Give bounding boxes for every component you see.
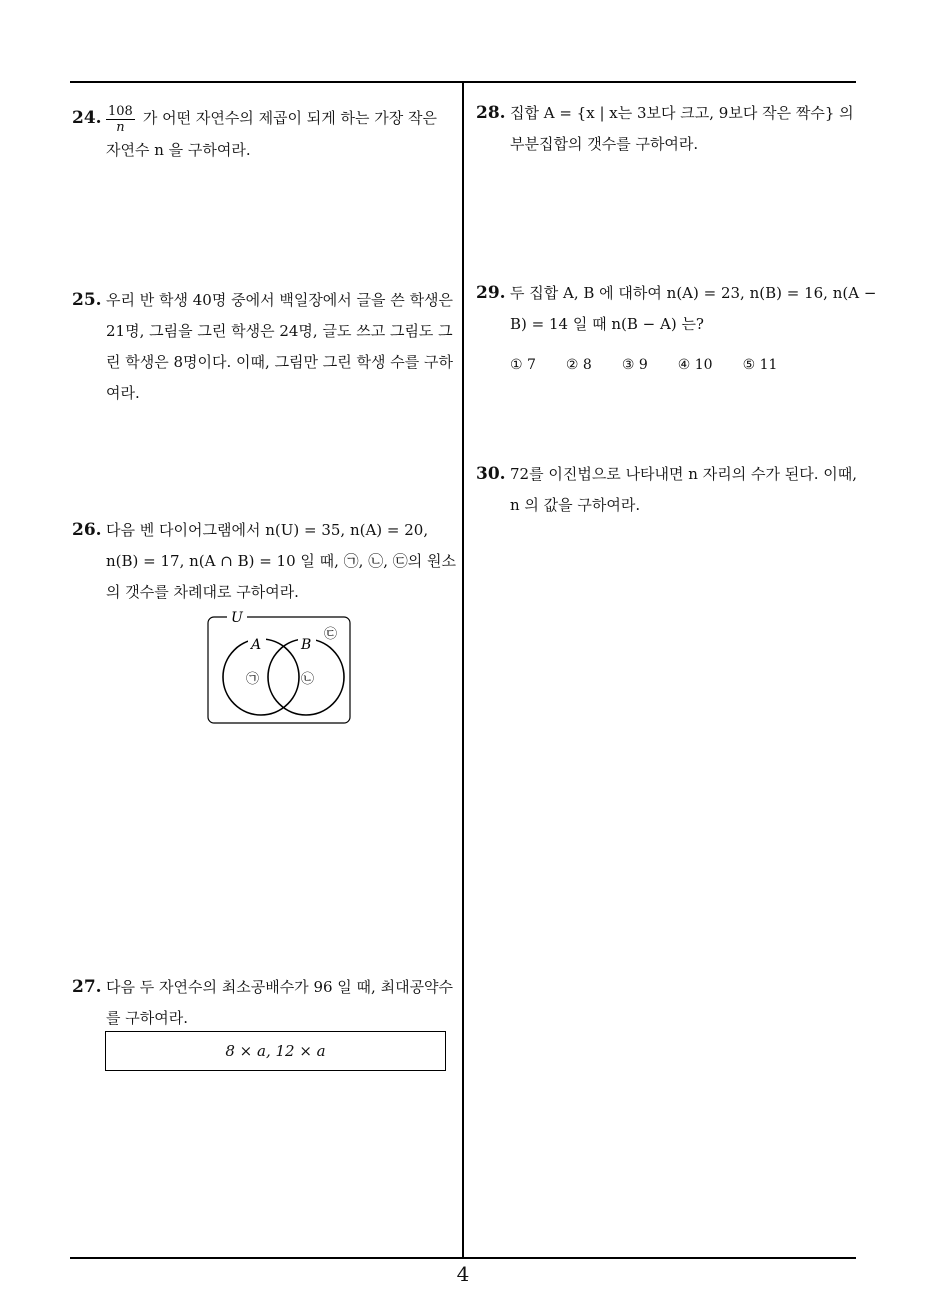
question-number: 27.: [72, 977, 102, 997]
region-b-marker: ㉡: [301, 672, 315, 687]
choice-5[interactable]: ⑤ 11: [742, 357, 778, 373]
page-number: 4: [456, 1262, 470, 1286]
question-text: n 의 값을 구하여라.: [510, 496, 641, 514]
question-text: 린 학생은 8명이다. 이때, 그림만 그린 학생 수를 구하: [106, 353, 454, 371]
choice-4[interactable]: ④ 10: [677, 357, 713, 373]
region-outside-marker: ㉢: [324, 627, 338, 642]
answer-choices: [510, 350, 860, 381]
question-text: 우리 반 학생 40명 중에서 백일장에서 글을 쓴 학생은: [106, 291, 454, 309]
question-text: 72를 이진법으로 나타내면 n 자리의 수가 된다. 이때,: [510, 465, 857, 483]
question-text: B) = 14 일 때 n(B − A) 는?: [510, 315, 704, 333]
choice-1[interactable]: ① 7: [510, 357, 536, 373]
question-text: 가 어떤 자연수의 제곱이 되게 하는 가장 작은: [142, 109, 438, 127]
set-b-label: B: [301, 637, 312, 653]
question-text: 를 구하여라.: [106, 1009, 188, 1027]
question-26: [72, 515, 458, 608]
question-text: 다음 벤 다이어그램에서 n(U) = 35, n(A) = 20,: [106, 521, 429, 539]
column-divider: [462, 82, 464, 1258]
venn-diagram: [205, 607, 355, 727]
question-text: 다음 두 자연수의 최소공배수가 96 일 때, 최대공약수: [106, 978, 454, 996]
question-number: 24.: [72, 108, 102, 128]
question-number: 28.: [476, 103, 506, 123]
question-text: 자연수 n 을 구하여라.: [106, 140, 251, 159]
question-29: [476, 278, 877, 381]
question-number: 26.: [72, 520, 102, 540]
set-a-label: A: [251, 637, 262, 653]
question-number: 30.: [476, 464, 506, 484]
universe-label: U: [231, 610, 243, 626]
question-text: 두 집합 A, B 에 대하여 n(A) = 23, n(B) = 16, n(A −: [510, 284, 877, 302]
question-number: 25.: [72, 290, 102, 310]
choice-3[interactable]: ③ 9: [621, 357, 648, 373]
question-28: [476, 98, 860, 160]
fraction-numerator: 108: [108, 103, 133, 119]
choice-2[interactable]: ② 8: [565, 357, 592, 373]
question-text: 집합 A = {x | x는 3보다 크고, 9보다 작은 짝수} 의: [510, 104, 854, 122]
question-27: [72, 972, 458, 1034]
question-number: 29.: [476, 283, 506, 303]
fraction: [106, 104, 135, 135]
question-text: n(B) = 17, n(A ∩ B) = 10 일 때, ㉠, ㉡, ㉢의 원소: [106, 552, 456, 570]
question-text: 의 갯수를 차례대로 구하여라.: [106, 583, 299, 601]
fraction-denominator: n: [116, 119, 125, 135]
expression-box: 8 × a, 12 × a: [105, 1031, 446, 1071]
region-a-marker: ㉠: [246, 672, 260, 687]
question-text: 부분집합의 갯수를 구하여라.: [510, 135, 699, 153]
question-25: [72, 285, 458, 409]
question-text: 여라.: [106, 384, 140, 402]
question-text: 21명, 그림을 그린 학생은 24명, 글도 쓰고 그림도 그: [106, 322, 453, 340]
question-30: [476, 459, 860, 521]
question-24: [72, 103, 458, 166]
